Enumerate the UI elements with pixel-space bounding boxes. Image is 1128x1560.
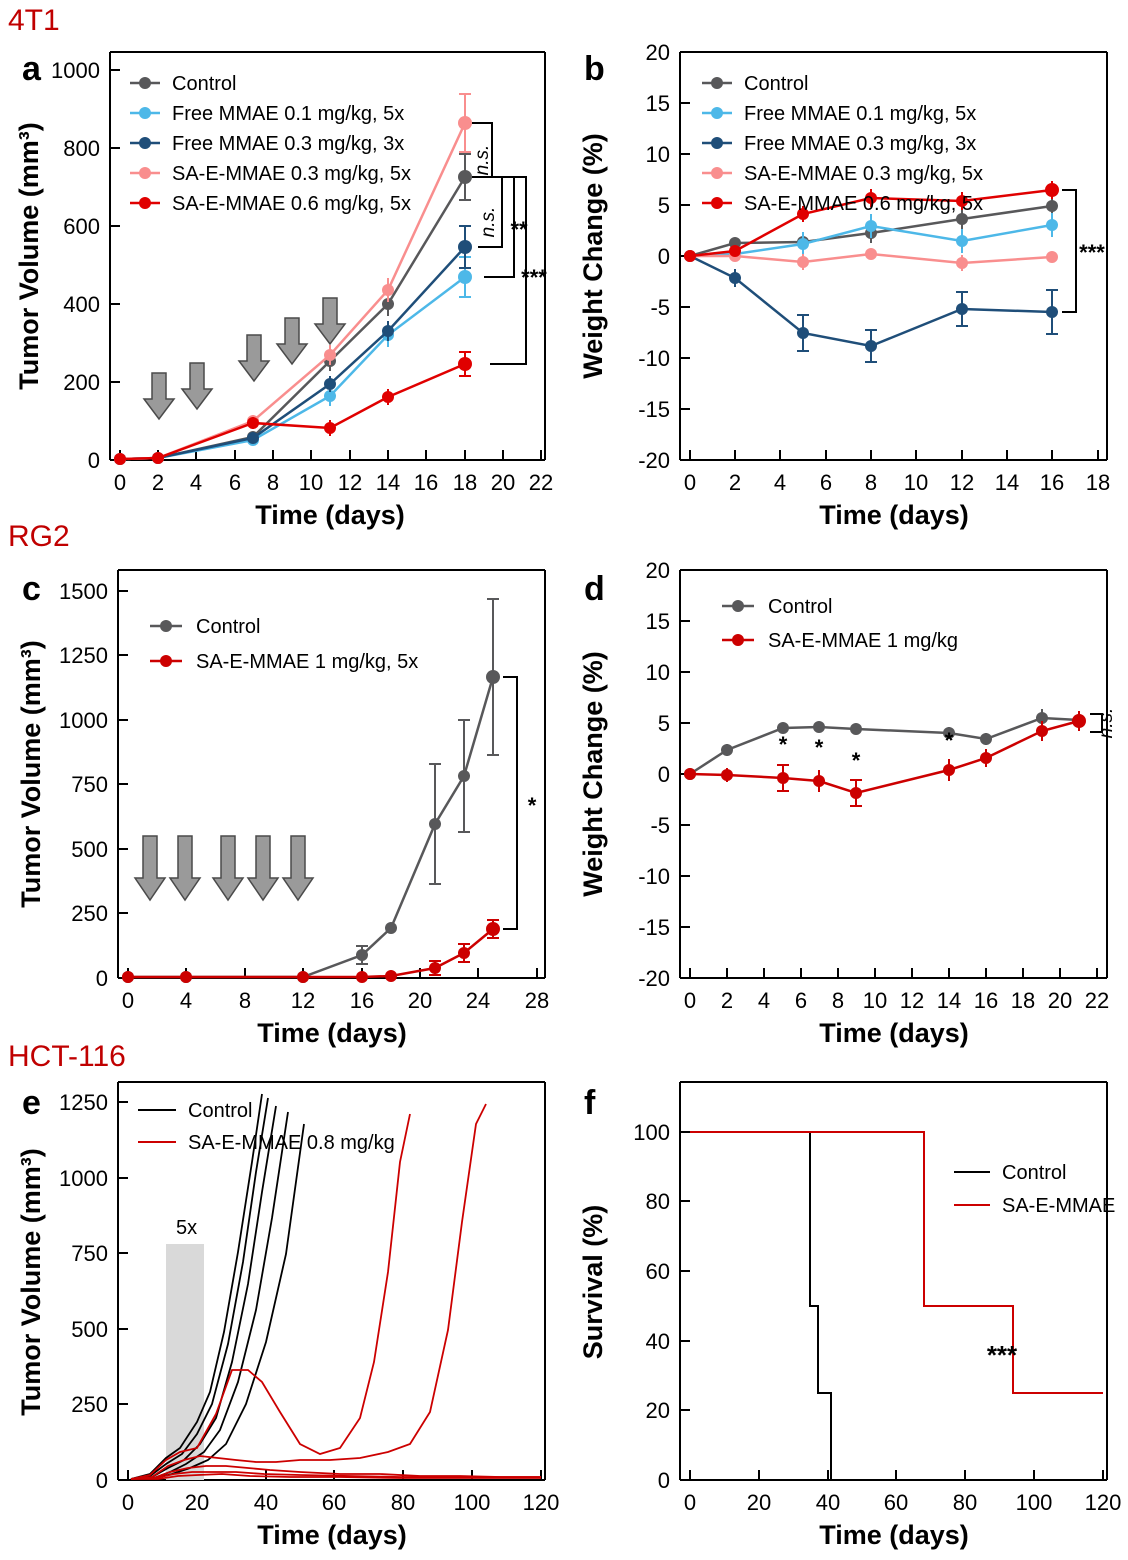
annotation-star-2: ** [510,217,528,242]
panel-c-xlabel: Time (days) [257,1018,407,1048]
tick-label: 250 [71,1392,108,1417]
series-free-mmae-high [684,250,1058,362]
tick-label: 500 [71,837,108,862]
tick-label: 750 [71,1241,108,1266]
legend-label: SA-E-MMAE 0.8 mg/kg [188,1132,395,1154]
tick-label: 2 [151,470,165,495]
panel-f-chart [562,1062,1128,1552]
panel-a-letter: a [22,50,41,88]
significance-bracket [1062,190,1076,312]
panel-a [0,30,566,530]
legend-label: Free MMAE 0.3 mg/kg, 3x [744,133,977,155]
tick-label: 0 [683,988,697,1013]
tick-label: 0 [683,470,697,495]
panel-a-x-ticks [114,450,553,495]
legend-label: SA-E-MMAE 0.3 mg/kg, 5x [744,163,983,185]
tick-label: 100 [633,1120,670,1145]
panel-b-letter: b [584,50,605,88]
tick-label: 10 [645,142,670,167]
tick-label: 20 [184,1490,210,1515]
panel-b-chart [562,30,1128,530]
tick-label: 20 [645,1398,670,1423]
tick-label: 16 [1039,470,1065,495]
tick-label: -20 [638,966,670,991]
tick-label: 20 [1047,988,1073,1013]
tick-label: 5 [657,711,670,736]
tick-label: 6 [819,470,833,495]
panel-c-letter: c [22,570,41,608]
tick-label: 12 [899,988,925,1013]
panel-d-chart [562,548,1128,1048]
panel-f-letter: f [584,1084,596,1122]
legend-label: SA-E-MMAE 1 mg/kg [768,630,959,652]
tick-label: 20 [746,1490,772,1515]
tick-label: 24 [465,988,491,1013]
panel-b-x-ticks [684,450,1110,495]
dose-window-label: 5x [176,1217,198,1239]
survival-curve-control [690,1132,831,1480]
tick-label: 0 [121,988,135,1013]
dosing-arrows [135,836,313,900]
tick-label: 16 [413,470,439,495]
tick-label: 1000 [59,1166,108,1191]
row-label-4t1: 4T1 [8,4,60,37]
tick-label: -5 [650,813,670,838]
tick-label: 80 [645,1189,670,1214]
tick-label: 22 [528,470,554,495]
tick-label: 6 [794,988,808,1013]
panel-c-axes [118,570,545,978]
tick-label: 10 [903,470,929,495]
tick-label: 20 [645,558,670,583]
panel-b-ylabel: Weight Change (%) [578,133,608,379]
tick-label: 60 [645,1259,670,1284]
panel-a-chart [0,30,566,530]
annotation-star-4: * [944,728,954,753]
tick-label: -10 [638,346,670,371]
annotation-ns-2: n.s. [478,206,499,238]
tick-label: 0 [95,1468,108,1493]
tick-label: 0 [121,1490,135,1515]
tick-label: 15 [645,91,670,116]
tick-label: 20 [490,470,516,495]
panel-e [0,1062,566,1552]
panel-a-xlabel: Time (days) [255,500,405,530]
tick-label: 18 [1085,470,1111,495]
tick-label: 500 [71,1317,108,1342]
panel-e-letter: e [22,1084,41,1122]
panel-d-letter: d [584,570,605,608]
panel-d-legend [722,596,958,652]
tick-label: 8 [831,988,845,1013]
tick-label: 4 [179,988,193,1013]
panel-e-chart [0,1062,566,1552]
tick-label: 200 [63,370,100,395]
tick-label: 15 [645,609,670,634]
tick-label: 20 [645,40,670,65]
annotation-star: *** [1079,240,1105,265]
tick-label: 40 [253,1490,279,1515]
annotation-star: * [527,793,537,818]
row-label-hct116: HCT-116 [8,1040,126,1073]
tick-label: -5 [650,295,670,320]
tick-label: -15 [638,397,670,422]
panel-e-xlabel: Time (days) [257,1520,407,1550]
legend-label: SA-E-MMAE 0.6 mg/kg, 5x [744,193,983,215]
tick-label: 10 [298,470,324,495]
tick-label: 400 [63,292,100,317]
tick-label: 28 [524,988,550,1013]
legend-label: Free MMAE 0.1 mg/kg, 5x [744,103,977,125]
row-label-rg2: RG2 [8,520,70,553]
panel-f-xlabel: Time (days) [819,1520,969,1550]
tick-label: -20 [638,448,670,473]
tick-label: 10 [645,660,670,685]
legend-label: SA-E-MMAE [1002,1195,1116,1217]
tick-label: 0 [87,448,100,473]
tick-label: 16 [349,988,375,1013]
tick-label: 5 [657,193,670,218]
tick-label: 8 [864,470,878,495]
dosing-arrows [144,298,345,419]
panel-b-y-ticks [638,40,690,473]
tick-label: 4 [189,470,203,495]
tick-label: 6 [228,470,242,495]
tick-label: 40 [645,1329,670,1354]
tick-label: 8 [266,470,280,495]
tick-label: 750 [71,772,108,797]
annotation-star-3: *** [521,265,547,290]
tick-label: 1000 [59,708,108,733]
legend-label: Control [172,73,237,95]
tick-label: -15 [638,915,670,940]
annotation-star: *** [986,1340,1018,1370]
tick-label: 8 [238,988,252,1013]
tick-label: 100 [1015,1490,1053,1515]
panel-a-ylabel: Tumor Volume (mm³) [14,122,44,390]
tick-label: 2 [728,470,742,495]
panel-e-ylabel: Tumor Volume (mm³) [16,1148,46,1416]
legend-label: Free MMAE 0.3 mg/kg, 3x [172,133,405,155]
legend-label: Control [744,73,809,95]
panel-f-x-ticks [684,1470,1121,1515]
tick-label: 1000 [51,58,100,83]
tick-label: 100 [453,1490,491,1515]
panel-d-x-ticks [684,968,1109,1013]
annotation-star-2: * [814,735,824,760]
panel-b-legend [702,73,983,215]
panel-a-legend [130,73,411,215]
tick-label: 1500 [59,579,108,604]
legend-label: SA-E-MMAE 0.3 mg/kg, 5x [172,163,411,185]
tick-label: 0 [683,1490,697,1515]
annotation-star-1: * [778,732,788,757]
tick-label: 120 [1084,1490,1122,1515]
tick-label: -10 [638,864,670,889]
legend-label: Control [196,616,261,638]
tick-label: 14 [936,988,962,1013]
tick-label: 800 [63,136,100,161]
panel-f-legend [954,1162,1115,1217]
panel-f [562,1062,1128,1552]
panel-d [562,548,1128,1048]
tick-label: 2 [720,988,734,1013]
tick-label: 0 [113,470,127,495]
tick-label: 18 [1010,988,1036,1013]
annotation-ns-1: n.s. [472,144,493,176]
tick-label: 16 [973,988,999,1013]
tick-label: 250 [71,901,108,926]
panel-d-y-ticks [638,558,690,991]
tick-label: 60 [321,1490,347,1515]
tick-label: 10 [862,988,888,1013]
tick-label: 20 [407,988,433,1013]
tick-label: 80 [390,1490,416,1515]
panel-b [562,30,1128,530]
tick-label: 1250 [59,643,108,668]
tick-label: 14 [375,470,401,495]
series-control [684,709,1085,780]
tick-label: 4 [773,470,787,495]
legend-label: Free MMAE 0.1 mg/kg, 5x [172,103,405,125]
tick-label: 12 [290,988,316,1013]
tick-label: 12 [949,470,975,495]
panel-d-ylabel: Weight Change (%) [578,651,608,897]
tick-label: 0 [657,1468,670,1493]
panel-c-legend [150,616,418,673]
tick-label: 40 [815,1490,841,1515]
tick-label: 1250 [59,1090,108,1115]
legend-label: Control [1002,1162,1067,1184]
tick-label: 18 [452,470,478,495]
annotation-star-3: * [851,748,861,773]
tick-label: 12 [337,470,363,495]
panel-c-chart [0,548,566,1048]
tick-label: 600 [63,214,100,239]
tick-label: 14 [994,470,1020,495]
significance-bracket [503,677,517,929]
panel-f-axes [680,1082,1107,1480]
panel-d-xlabel: Time (days) [819,1018,969,1048]
tick-label: 0 [95,966,108,991]
panel-c [0,548,566,1048]
tick-label: 80 [952,1490,978,1515]
tick-label: 4 [757,988,771,1013]
legend-label: Control [768,596,833,618]
legend-label: SA-E-MMAE 0.6 mg/kg, 5x [172,193,411,215]
tick-label: 120 [522,1490,560,1515]
panel-b-xlabel: Time (days) [819,500,969,530]
legend-label: Control [188,1100,253,1122]
tick-label: 60 [883,1490,909,1515]
annotation-ns: n.s. [1096,707,1117,739]
legend-label: SA-E-MMAE 1 mg/kg, 5x [196,651,419,673]
panel-f-ylabel: Survival (%) [578,1204,608,1360]
tick-label: 0 [657,762,670,787]
tick-label: 22 [1084,988,1110,1013]
panel-c-ylabel: Tumor Volume (mm³) [16,640,46,908]
panel-f-y-ticks [633,1120,690,1493]
tick-label: 0 [657,244,670,269]
